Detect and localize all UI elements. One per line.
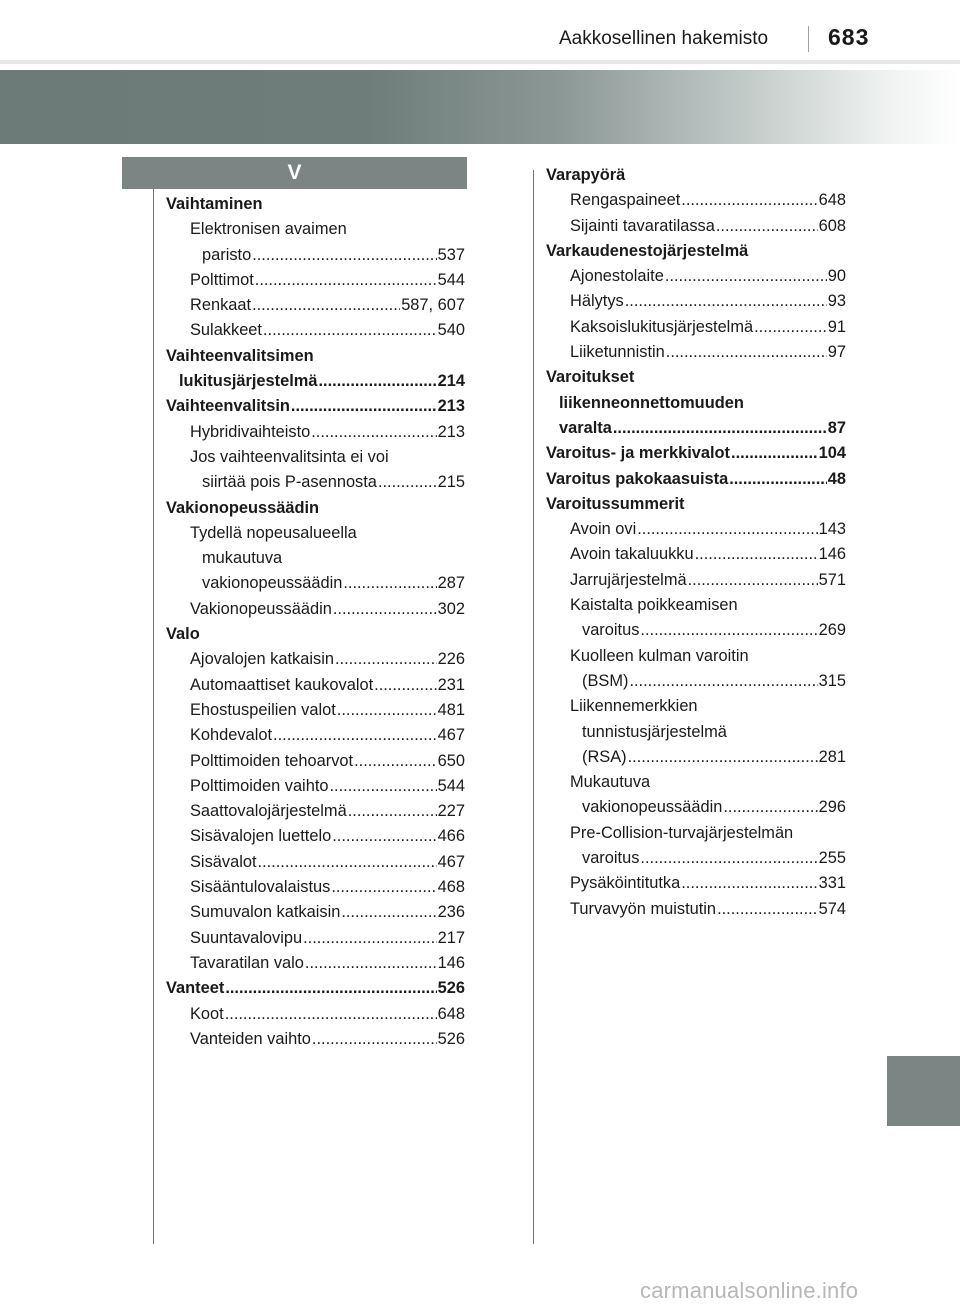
index-entry-page: 587, 607	[401, 296, 465, 315]
index-entry-page: 281	[818, 747, 846, 766]
index-entry-term: (RSA)	[582, 747, 627, 766]
index-entry: Varoitukset	[546, 368, 635, 387]
dot-leader	[374, 673, 437, 698]
index-entry	[166, 698, 465, 723]
index-entry-term: Rengaspaineet	[570, 191, 681, 210]
dot-leader	[311, 420, 436, 445]
dot-leader	[666, 340, 827, 365]
index-entry: Pre-Collision-turvajärjestelmän	[570, 823, 794, 842]
index-entry: Vakionopeussäädin	[166, 498, 320, 517]
index-entry: tunnistusjärjestelmä	[582, 722, 727, 741]
index-entry-term: Varoitus pakokaasuista	[546, 469, 729, 488]
index-entry-term: Kaksoislukitusjärjestelmä	[570, 317, 754, 336]
index-entry-term: Sulakkeet	[190, 321, 262, 340]
index-column-left	[166, 192, 465, 1052]
dot-leader	[625, 289, 827, 314]
dot-leader	[354, 749, 437, 774]
index-entry-page: 97	[827, 343, 846, 362]
index-entry-term: Vaihteenvalitsin	[166, 397, 290, 416]
index-entry	[166, 723, 465, 748]
index-entry-page: 255	[818, 849, 846, 868]
index-entry-term: Liiketunnistin	[570, 343, 665, 362]
dot-leader	[318, 369, 436, 394]
index-entry-term: Vanteet	[166, 979, 225, 998]
index-entry-page: 226	[437, 650, 465, 669]
index-entry-page: 296	[818, 798, 846, 817]
index-entry: Elektronisen avaimen	[190, 220, 347, 239]
dot-leader	[263, 318, 437, 343]
dot-leader	[305, 951, 437, 976]
index-entry-term: Sisääntulovalaistus	[190, 878, 331, 897]
index-entry	[546, 264, 846, 289]
index-entry-term: (BSM)	[582, 671, 629, 690]
dot-leader	[252, 293, 400, 318]
index-entry-page: 331	[818, 874, 846, 893]
index-entry-page: 214	[437, 372, 465, 391]
index-entry-page: 91	[827, 317, 846, 336]
index-entry-term: Koot	[190, 1004, 224, 1023]
index-entry	[166, 673, 465, 698]
dot-leader	[225, 976, 436, 1001]
dot-leader	[312, 1027, 437, 1052]
index-entry: Liikennemerkkien	[570, 697, 698, 716]
index-entry-term: Vanteiden vaihto	[190, 1029, 311, 1048]
index-entry-term: Avoin ovi	[570, 520, 637, 539]
index-entry	[166, 926, 465, 951]
index-entry-page: 227	[437, 802, 465, 821]
index-entry	[546, 188, 846, 213]
index-entry: Varapyörä	[546, 166, 626, 184]
dot-leader	[225, 1002, 437, 1027]
dot-leader	[258, 850, 437, 875]
index-entry-page: 87	[827, 418, 846, 437]
index-entry	[166, 1027, 465, 1052]
index-entry	[166, 318, 465, 343]
index-entry	[546, 669, 846, 694]
dot-leader	[330, 774, 437, 799]
index-entry-term: Automaattiset kaukovalot	[190, 675, 374, 694]
index-entry	[166, 268, 465, 293]
index-entry-term: Renkaat	[190, 296, 252, 315]
index-entry-page: 213	[437, 422, 465, 441]
index-entry-page: 287	[437, 574, 465, 593]
index-entry-term: varoitus	[582, 621, 640, 640]
index-entry-term: Saattovalojärjestelmä	[190, 802, 347, 821]
section-letter-badge: V	[122, 157, 467, 189]
index-entry-page: 467	[437, 852, 465, 871]
index-entry-term: Ehostuspeilien valot	[190, 700, 336, 719]
dot-leader	[378, 470, 437, 495]
index-entry	[546, 568, 846, 593]
index-entry-page: 269	[818, 621, 846, 640]
index-entry-term: Hybridivaihteisto	[190, 422, 311, 441]
index-entry	[166, 749, 465, 774]
index-entry-page: 467	[437, 726, 465, 745]
index-entry	[546, 542, 846, 567]
middle-column-rule	[533, 170, 534, 1244]
dot-leader	[640, 846, 817, 871]
index-entry	[166, 243, 465, 268]
index-entry	[166, 394, 465, 419]
header-title: Aakkosellinen hakemisto	[559, 28, 769, 49]
index-entry-page: 526	[437, 979, 465, 998]
index-entry: Tydellä nopeusalueella	[190, 523, 357, 542]
index-entry-page: 648	[437, 1004, 465, 1023]
index-entry-page: 650	[437, 751, 465, 770]
left-column-rule	[153, 189, 154, 1244]
dot-leader	[343, 571, 436, 596]
index-entry	[166, 420, 465, 445]
watermark: carmanualsonline.info	[640, 1278, 859, 1303]
index-entry-term: Ajonestolaite	[570, 267, 664, 286]
index-entry-page: 537	[437, 245, 465, 264]
index-entry	[546, 416, 846, 441]
dot-leader	[681, 871, 817, 896]
page-header	[0, 0, 960, 62]
index-entry: Valo	[166, 625, 200, 644]
index-entry	[166, 597, 465, 622]
index-entry-term: Ajovalojen katkaisin	[190, 650, 334, 669]
header-banner	[0, 70, 960, 144]
dot-leader	[716, 214, 818, 239]
dot-leader	[303, 926, 437, 951]
index-entry: Jos vaihteenvalitsinta ei voi	[190, 447, 389, 466]
index-entry	[166, 976, 465, 1001]
index-entry-page: 104	[818, 444, 846, 463]
index-entry	[546, 846, 846, 871]
index-entry-page: 648	[818, 191, 846, 210]
index-entry-page: 468	[437, 878, 465, 897]
index-entry-page: 213	[437, 397, 465, 416]
index-entry	[546, 618, 846, 643]
index-entry-term: varalta	[559, 418, 612, 437]
index-entry: Mukautuva	[570, 773, 651, 792]
dot-leader	[729, 467, 827, 492]
index-entry: Kuolleen kulman varoitin	[570, 646, 749, 665]
index-entry: liikenneonnettomuuden	[559, 393, 744, 412]
index-entry-page: 217	[437, 928, 465, 947]
index-entry	[546, 467, 846, 492]
index-entry: Vaihtaminen	[166, 195, 263, 213]
index-entry	[546, 340, 846, 365]
index-entry	[546, 289, 846, 314]
dot-leader	[291, 394, 437, 419]
index-entry-term: Vakionopeussäädin	[190, 599, 332, 618]
header-separator	[808, 26, 809, 52]
index-entry-term: Avoin takaluukku	[570, 545, 694, 564]
index-entry	[166, 470, 465, 495]
dot-leader	[665, 264, 827, 289]
dot-leader	[337, 698, 437, 723]
index-entry: Kaistalta poikkeamisen	[570, 596, 738, 615]
index-entry: Varoitussummerit	[546, 494, 685, 513]
dot-leader	[333, 597, 437, 622]
index-entry-page: 302	[437, 599, 465, 618]
index-entry-term: vakionopeussäädin	[582, 798, 723, 817]
page-number: 683	[828, 24, 870, 50]
dot-leader	[754, 315, 827, 340]
index-entry	[546, 745, 846, 770]
index-entry	[166, 647, 465, 672]
index-entry-page: 146	[818, 545, 846, 564]
index-entry	[166, 1002, 465, 1027]
index-entry	[546, 441, 846, 466]
index-entry-term: siirtää pois P-asennosta	[202, 473, 377, 492]
index-entry-page: 143	[818, 520, 846, 539]
dot-leader	[637, 517, 817, 542]
index-entry	[546, 871, 846, 896]
header-rule	[0, 60, 960, 64]
index-entry-term: Suuntavalovipu	[190, 928, 303, 947]
index-entry-page: 236	[437, 903, 465, 922]
dot-leader	[681, 188, 817, 213]
index-entry-page: 526	[437, 1029, 465, 1048]
index-entry	[546, 517, 846, 542]
index-entry-term: Sumuvalon katkaisin	[190, 903, 341, 922]
dot-leader	[273, 723, 437, 748]
dot-leader	[717, 897, 818, 922]
index-entry-page: 146	[437, 953, 465, 972]
index-entry-page: 574	[818, 899, 846, 918]
index-entry-page: 215	[437, 473, 465, 492]
index-entry: Varkaudenestojärjestelmä	[546, 241, 749, 260]
index-entry	[166, 824, 465, 849]
index-entry-page: 231	[437, 675, 465, 694]
index-entry	[546, 795, 846, 820]
index-entry: Vaihteenvalitsimen	[166, 346, 314, 365]
index-entry-page: 466	[437, 827, 465, 846]
dot-leader	[332, 824, 436, 849]
index-entry-term: Polttimoiden tehoarvot	[190, 751, 354, 770]
index-entry-term: lukitusjärjestelmä	[179, 372, 318, 391]
index-entry-term: Hälytys	[570, 292, 624, 311]
index-entry-term: Varoitus- ja merkkivalot	[546, 444, 731, 463]
index-entry-term: Polttimot	[190, 270, 254, 289]
index-entry	[166, 875, 465, 900]
index-entry-page: 544	[437, 776, 465, 795]
index-entry	[166, 799, 465, 824]
index-entry	[546, 315, 846, 340]
index-entry-term: Pysäköintitutka	[570, 874, 681, 893]
dot-leader	[331, 875, 436, 900]
index-entry-term: Turvavyön muistutin	[570, 899, 717, 918]
index-entry-term: Jarrujärjestelmä	[570, 570, 687, 589]
dot-leader	[640, 618, 817, 643]
index-entry-page: 544	[437, 270, 465, 289]
dot-leader	[695, 542, 818, 567]
index-entry	[546, 897, 846, 922]
dot-leader	[335, 647, 437, 672]
index-entry-page: 571	[818, 570, 846, 589]
index-entry	[166, 369, 465, 394]
index-entry	[166, 774, 465, 799]
index-entry-term: Sijainti tavaratilassa	[570, 216, 715, 235]
index-entry	[546, 214, 846, 239]
index-entry-page: 608	[818, 216, 846, 235]
index-entry-term: Tavaratilan valo	[190, 953, 304, 972]
index-entry	[166, 571, 465, 596]
chapter-side-tab	[887, 1056, 960, 1126]
index-entry	[166, 900, 465, 925]
index-entry-term: Sisävalojen luettelo	[190, 827, 332, 846]
index-entry-page: 540	[437, 321, 465, 340]
index-entry	[166, 951, 465, 976]
dot-leader	[255, 268, 437, 293]
index-entry-term: varoitus	[582, 849, 640, 868]
index-entry-term: Kohdevalot	[190, 726, 273, 745]
index-entry-page: 315	[818, 671, 846, 690]
index-entry-term: paristo	[202, 245, 252, 264]
index-entry: mukautuva	[202, 549, 283, 568]
index-entry-term: Sisävalot	[190, 852, 257, 871]
dot-leader	[629, 669, 817, 694]
index-entry-page: 90	[827, 267, 846, 286]
index-entry-page: 48	[827, 469, 846, 488]
dot-leader	[731, 441, 818, 466]
index-entry-term: Polttimoiden vaihto	[190, 776, 329, 795]
dot-leader	[252, 243, 436, 268]
dot-leader	[723, 795, 817, 820]
dot-leader	[348, 799, 437, 824]
dot-leader	[341, 900, 436, 925]
dot-leader	[628, 745, 818, 770]
index-column-right	[546, 163, 846, 922]
index-entry	[166, 850, 465, 875]
index-entry-term: vakionopeussäädin	[202, 574, 343, 593]
index-entry-page: 93	[827, 292, 846, 311]
index-entry	[166, 293, 465, 318]
dot-leader	[688, 568, 818, 593]
dot-leader	[613, 416, 827, 441]
index-entry-page: 481	[437, 700, 465, 719]
